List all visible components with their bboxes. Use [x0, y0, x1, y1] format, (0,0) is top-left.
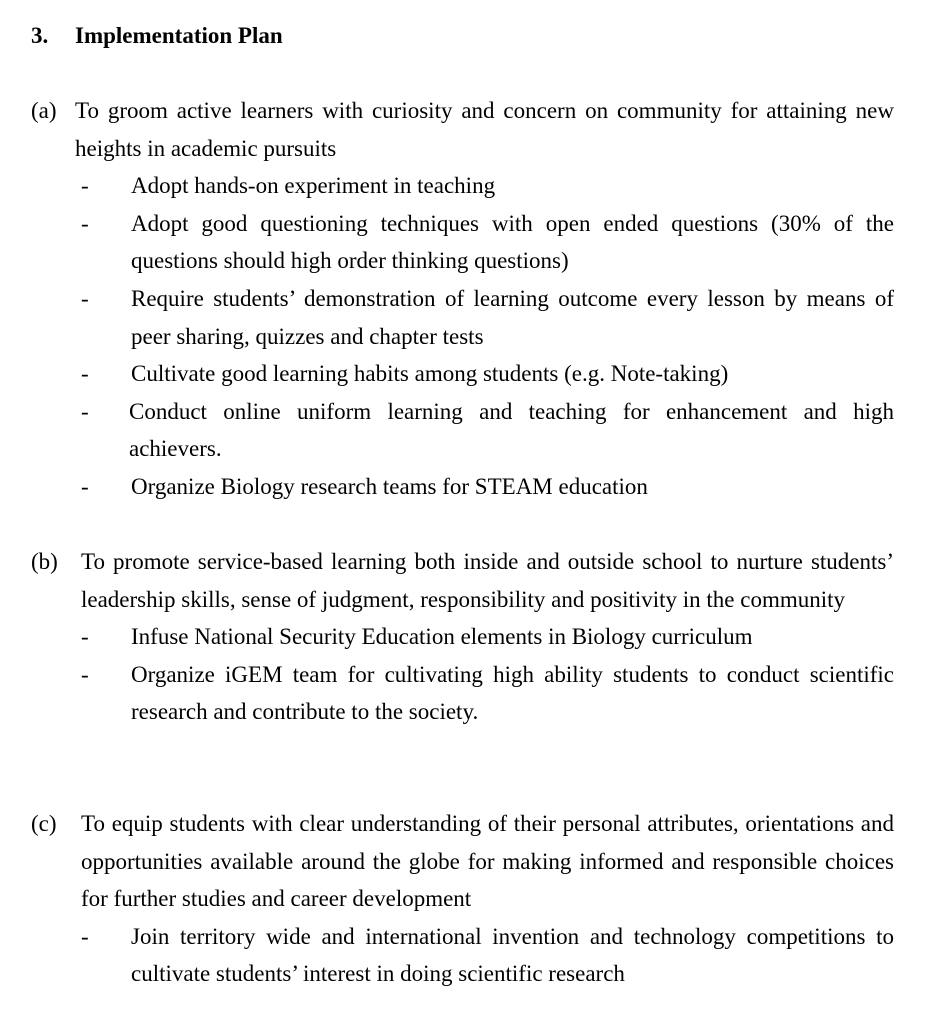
bullet-text: Organize iGEM team for cultivating high ability students to conduct scientific research and contribute to the society.	[131, 661, 894, 725]
section-b-bullets	[31, 618, 894, 731]
bullet-text: Organize Biology research teams for STEAM education	[131, 473, 648, 499]
section-a-header	[31, 92, 894, 167]
section-a-bullets	[31, 167, 894, 505]
list-item	[31, 393, 894, 468]
list-item	[31, 280, 894, 355]
bullet-dash: -	[81, 173, 89, 199]
list-item	[31, 355, 894, 393]
section-a-text: To groom active learners with curiosity and concern on community for attaining new heights in academic pursuits	[75, 98, 894, 161]
section-c-marker: (c)	[31, 811, 57, 836]
bullet-text: Require students’ demonstration of learning outcome every lesson by means of peer sharing, quizzes and chapter tests	[131, 285, 894, 349]
section-a-marker: (a)	[31, 98, 57, 123]
bullet-text: Adopt hands-on experiment in teaching	[131, 173, 496, 199]
bullet-dash: -	[81, 285, 89, 311]
section-c	[31, 805, 894, 993]
bullet-text: Infuse National Security Education elements in Biology curriculum	[131, 624, 753, 650]
list-item	[31, 618, 894, 656]
list-item	[31, 656, 894, 731]
bullet-text: Conduct online uniform learning and teaching for enhancement and high achievers.	[129, 398, 894, 462]
list-item	[31, 918, 894, 993]
section-b	[31, 543, 894, 731]
bullet-dash: -	[81, 473, 89, 499]
bullet-text: Join territory wide and international invention and technology competitions to cultivate students’ interest in doing scientific research	[131, 923, 894, 987]
bullet-dash: -	[81, 923, 89, 949]
section-b-header	[31, 543, 894, 618]
section-c-header	[31, 805, 894, 918]
bullet-dash: -	[81, 661, 89, 687]
list-item	[31, 205, 894, 280]
bullet-text: Adopt good questioning techniques with open ended questions (30% of the questions should high order thinking questions)	[131, 210, 894, 274]
heading-title: Implementation Plan	[75, 23, 283, 48]
section-b-marker: (b)	[31, 549, 58, 574]
bullet-text: Cultivate good learning habits among students (e.g. Note-taking)	[131, 361, 729, 387]
section-c-text: To equip students with clear understanding of their personal attributes, orientations and opportunities available around the globe for making informed and responsible choices for further studies and career development	[81, 811, 894, 912]
section-a	[31, 92, 894, 506]
list-item	[31, 167, 894, 205]
heading-number: 3.	[31, 23, 49, 48]
bullet-dash: -	[81, 210, 89, 236]
bullet-dash: -	[81, 398, 89, 424]
bullet-dash: -	[81, 624, 89, 650]
bullet-dash: -	[81, 361, 89, 387]
section-b-text: To promote service-based learning both inside and outside school to nurture students’ leadership skills, sense of judgment, responsibility and positivity in the community	[81, 549, 894, 612]
list-item	[31, 468, 894, 506]
section-heading	[31, 21, 283, 51]
section-c-bullets	[31, 918, 894, 993]
